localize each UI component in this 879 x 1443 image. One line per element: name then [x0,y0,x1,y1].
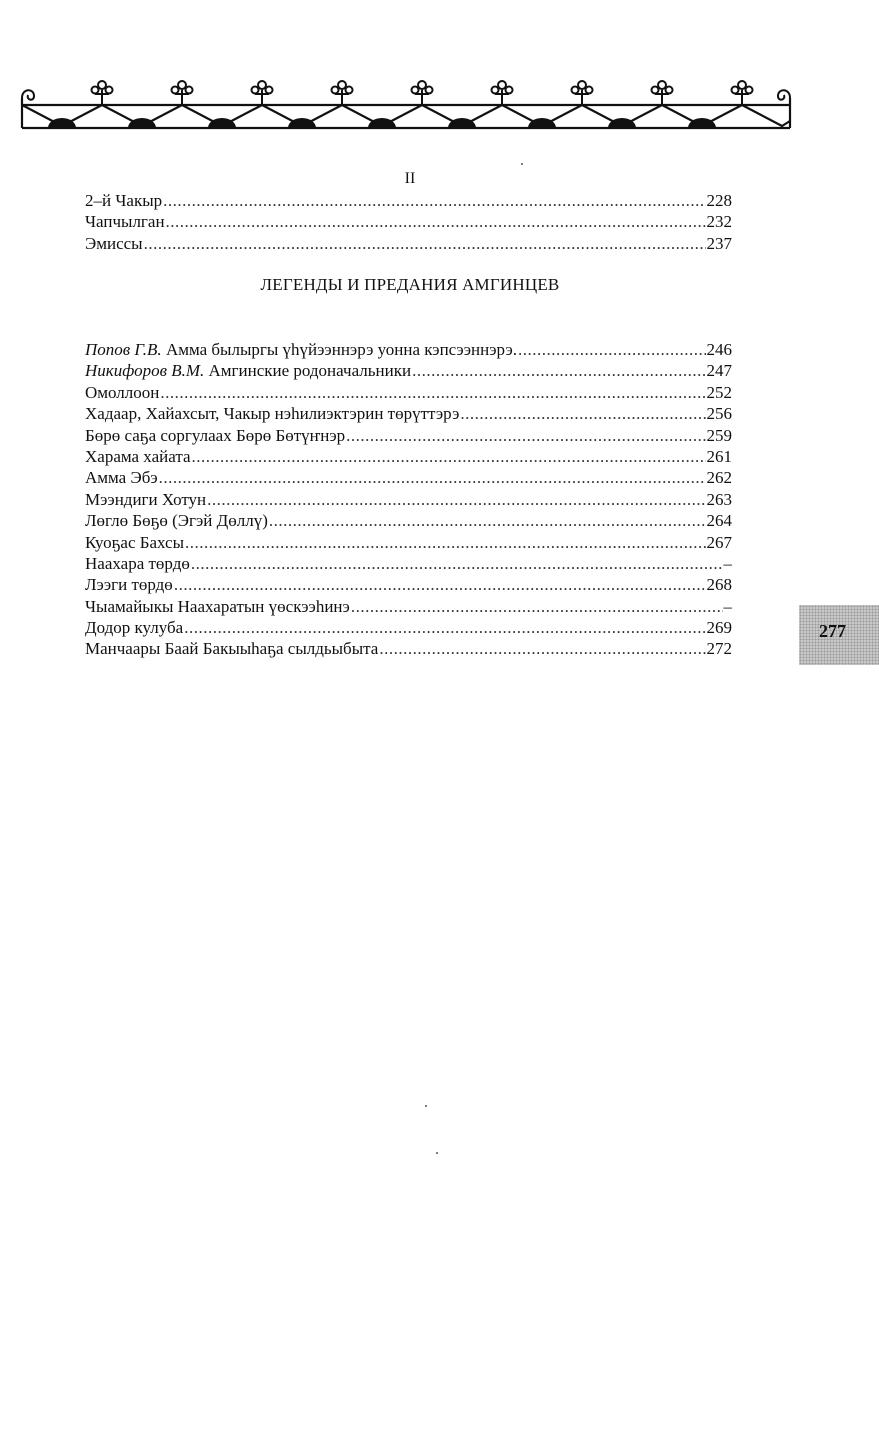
toc-entry[interactable] [85,446,732,467]
toc-entry-title: Амма Эбэ [85,468,158,488]
toc-list-part-two [85,339,732,660]
toc-entry-page: 264 [706,511,732,531]
toc-list-part-one [85,190,732,254]
toc-entry[interactable] [85,233,732,254]
toc-entry-title: Бөрө саҕа соргулаах Бөрө Бөтүҥнэр [85,425,346,445]
toc-entry-title: Попов Г.В. Амма былыргы үһүйээннэрэ уонна кэпсээннэрэ. [85,340,517,359]
dot-leader [163,190,705,211]
dot-leader [269,510,706,531]
toc-entry-page: 262 [706,468,732,488]
toc-entry-page: – [723,553,732,573]
toc-entry-page: 268 [706,575,732,595]
dot-leader [379,638,705,659]
toc-entry[interactable] [85,638,732,659]
dot-leader [518,339,706,360]
toc-entry-page: 228 [706,191,732,210]
dot-leader [166,211,706,232]
toc-entry-title: Наахара төрдө [85,553,190,573]
toc-entry-title: Манчаары Баай Бакыыһаҕа сылдьыбыта [85,639,379,659]
print-speck [425,1105,427,1107]
toc-entry-page: 252 [706,382,732,402]
toc-entry-page: – [723,596,732,616]
page-number: 277 [819,621,846,641]
toc-entry-page: 269 [706,618,732,638]
toc-entry[interactable] [85,489,732,510]
toc-entry[interactable] [85,211,732,232]
toc-entry-page: 261 [706,446,732,466]
toc-entry-title: Лөглө Бөҕө (Эгэй Дөллү) [85,511,268,531]
toc-entry[interactable] [85,382,732,403]
toc-entry-title: Додор кулуба [85,618,184,638]
print-speck [521,163,523,165]
toc-entry-title: Никифоров В.М. Амгинские родоначальники [85,361,412,381]
toc-entry-title: Харама хайата [85,446,191,466]
section-numeral: II [404,170,416,187]
toc-entry[interactable] [85,467,732,488]
toc-entry[interactable] [85,553,732,574]
toc-entry[interactable] [85,339,732,360]
toc-entry-title: Куоҕас Бахсы [85,532,185,552]
toc-entry[interactable] [85,617,732,638]
dot-leader [160,382,705,403]
toc-entry-page: 272 [706,639,732,659]
dot-leader [192,446,706,467]
toc-entry[interactable] [85,360,732,381]
dot-leader [159,467,706,488]
toc-entry-page: 232 [706,212,732,232]
toc-entry[interactable] [85,510,732,531]
toc-entry-page: 259 [706,425,732,445]
toc-entry-title: Хадаар, Хайахсыт, Чакыр нэһилиэктэрин төрүттэрэ [85,404,460,424]
toc-entry[interactable] [85,574,732,595]
page-number-tab [799,605,879,665]
dot-leader [185,532,705,553]
dot-leader [144,233,706,254]
toc-entry-page: 247 [706,361,732,381]
dot-leader [207,489,705,510]
ornamental-border [20,76,792,130]
toc-entry[interactable] [85,403,732,424]
dot-leader [174,574,706,595]
print-speck [436,1152,438,1154]
toc-entry-page: 237 [706,233,732,253]
toc-entry-page: 267 [706,532,732,552]
toc-entry-title: Лээги төрдө [85,575,173,595]
toc-entry-title: Омоллоон [85,382,160,402]
toc-entry[interactable] [85,190,732,211]
dot-leader [184,617,705,638]
dot-leader [351,596,723,617]
dot-leader [460,403,705,424]
toc-entry-title: Эмиссы [85,233,143,253]
toc-entry-page: 246 [706,340,732,359]
toc-entry-page: 263 [706,489,732,509]
dot-leader [412,360,705,381]
toc-entry-author: Попов Г.В. [85,340,162,359]
toc-entry-title: Чапчылган [85,212,165,232]
toc-entry[interactable] [85,425,732,446]
dot-leader [346,425,705,446]
toc-entry-title: Чыамайыкы Наахаратын үөскээһинэ [85,596,350,616]
toc-entry-page: 256 [706,404,732,424]
toc-entry-title: Мээндиги Хотун [85,489,207,509]
toc-entry[interactable] [85,596,732,617]
toc-entry-title: 2–й Чакыр [85,191,163,210]
toc-entry-author: Никифоров В.М. [85,361,205,381]
section-heading: ЛЕГЕНДЫ И ПРЕДАНИЯ АМГИНЦЕВ [260,275,560,294]
toc-entry[interactable] [85,532,732,553]
dot-leader [191,553,723,574]
